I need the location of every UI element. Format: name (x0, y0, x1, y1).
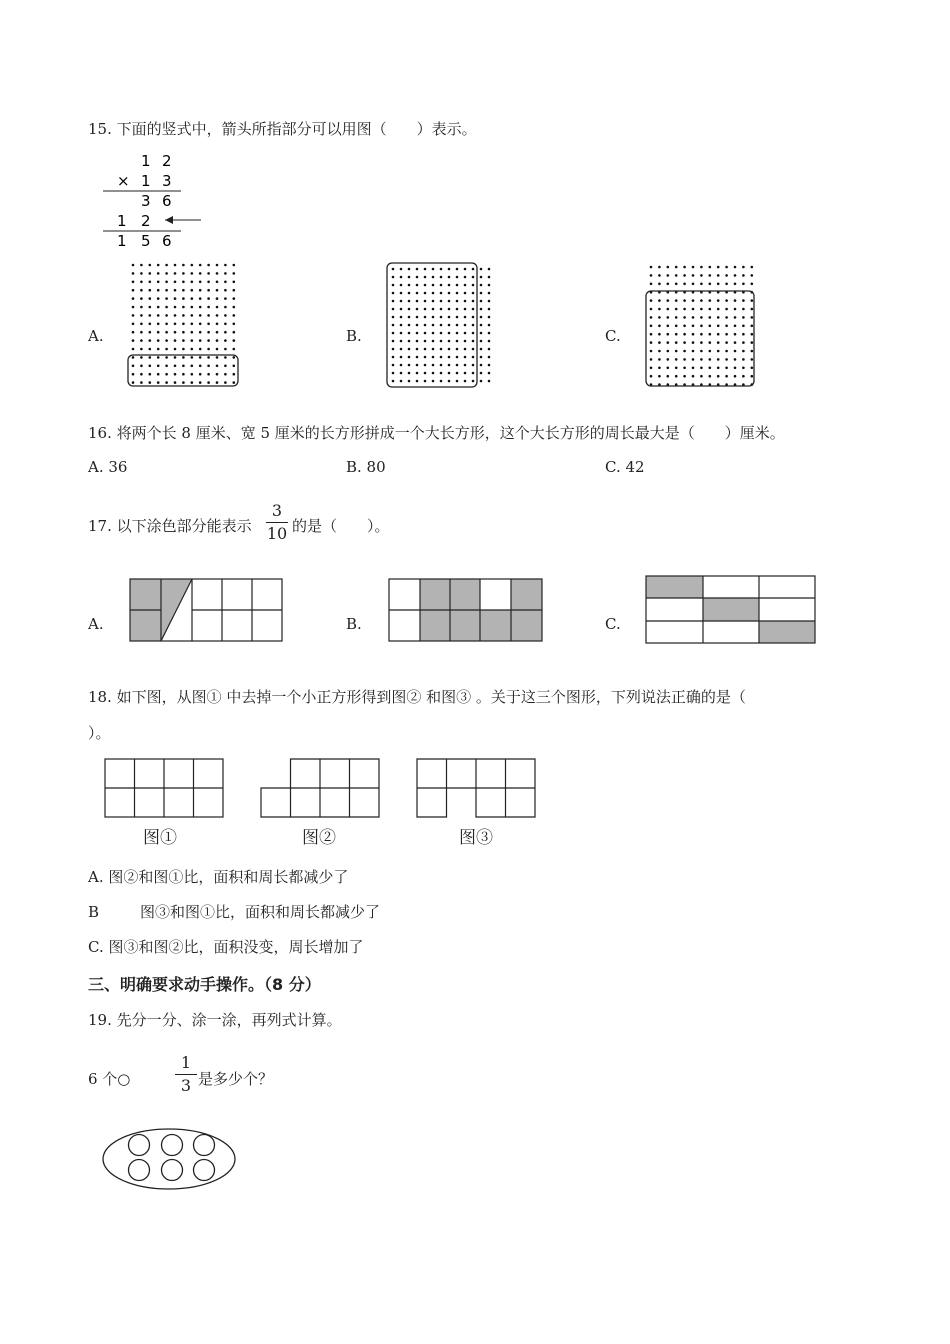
dot-group-outline (646, 291, 754, 386)
q15-vertical-multiplication (95, 150, 215, 250)
section-3-heading: 三、明确要求动手操作。（8 分） (88, 975, 321, 994)
dots (650, 266, 753, 386)
fraction-bar (175, 1074, 197, 1075)
q18-figure-2-label: 图② (302, 828, 336, 848)
q17-option-a-grid[interactable] (130, 579, 284, 643)
dot-group-outline (128, 355, 238, 386)
q19-prefix: 6 个○ (88, 1070, 131, 1088)
q18-figure-1 (104, 758, 226, 820)
q17-option-a-label[interactable]: A. (88, 615, 104, 633)
q15-option-c-dot-array[interactable] (643, 260, 763, 390)
mult-partial2-digit1: 1 (117, 212, 127, 230)
q16-option-b[interactable]: B. 80 (346, 458, 386, 476)
q16-stem: 16. 将两个长 8 厘米、宽 5 厘米的长方形拼成一个大长方形，这个大长方形的周长最大是（ ）厘米。 (88, 424, 785, 442)
circle-2 (162, 1135, 183, 1156)
q17-option-b-grid[interactable] (389, 579, 545, 643)
q19-circle-group[interactable] (102, 1128, 238, 1192)
q18-figure-1-label: 图① (143, 828, 177, 848)
q18-figure-3-label: 图③ (459, 828, 493, 848)
mult-row1-digit1: 1 (141, 152, 151, 170)
q16-option-c[interactable]: C. 42 (605, 458, 645, 476)
q17-fraction (266, 501, 288, 544)
q17-option-b-label[interactable]: B. (346, 615, 362, 633)
mult-partial1-digit1: 3 (141, 192, 151, 210)
q17-stem-after: 的是（ ）。 (292, 517, 390, 535)
mult-row2-digit1: 1 (141, 172, 151, 190)
q15-option-c-label[interactable]: C. (605, 327, 621, 345)
q18-stem-line1: 18. 如下图，从图① 中去掉一个小正方形得到图② 和图③ 。关于这三个图形，下列说法正确的是（ (88, 688, 746, 706)
q15-option-b-dot-array[interactable] (384, 260, 504, 390)
q15-option-a-label[interactable]: A. (88, 327, 104, 345)
q19-fraction (175, 1053, 197, 1096)
mult-result-digit1: 1 (117, 232, 127, 250)
q15-option-b-label[interactable]: B. (346, 327, 362, 345)
circle-6 (194, 1160, 215, 1181)
q17-option-c-label[interactable]: C. (605, 615, 621, 633)
circle-3 (194, 1135, 215, 1156)
q19-suffix: 是多少个？ (198, 1070, 274, 1088)
fraction-denominator: 3 (180, 1076, 192, 1095)
fraction-denominator: 10 (266, 524, 288, 543)
q18-figure-3 (416, 758, 538, 820)
q17-stem-before: 17. 以下涂色部分能表示 (88, 517, 252, 535)
q15-stem: 15. 下面的竖式中，箭头所指部分可以用图（ ）表示。 (88, 120, 477, 138)
mult-row2-digit2: 3 (162, 172, 172, 190)
circle-1 (129, 1135, 150, 1156)
dots (392, 268, 491, 383)
mult-row1-digit2: 2 (162, 152, 172, 170)
mult-operator: × (117, 172, 130, 190)
q18-stem-line2: ）。 (88, 724, 111, 742)
fraction-numerator: 1 (180, 1053, 192, 1072)
q18-figure-2 (260, 758, 382, 820)
q19-stem: 19. 先分一分、涂一涂，再列式计算。 (88, 1011, 342, 1029)
q18-option-a[interactable]: A. 图②和图①比，面积和周长都减少了 (88, 868, 349, 886)
fraction-bar (266, 522, 288, 523)
q18-option-c[interactable]: C. 图③和图②比，面积没变，周长增加了 (88, 938, 364, 956)
mult-result-digit2: 5 (141, 232, 151, 250)
mult-result-digit3: 6 (162, 232, 172, 250)
circle-4 (129, 1160, 150, 1181)
q15-option-a-dot-array[interactable] (125, 260, 245, 390)
q18-option-b-letter[interactable]: B (88, 903, 100, 921)
shaded-cells (646, 576, 815, 643)
q17-option-c-grid[interactable] (646, 576, 818, 646)
dots (132, 264, 235, 384)
fraction-numerator: 3 (271, 501, 283, 520)
arrow-icon (165, 216, 173, 224)
q16-option-a[interactable]: A. 36 (88, 458, 128, 476)
mult-partial2-digit2: 2 (141, 212, 151, 230)
q18-option-b-text[interactable]: 图③和图①比，面积和周长都减少了 (140, 903, 381, 921)
circle-5 (162, 1160, 183, 1181)
mult-partial1-digit2: 6 (162, 192, 172, 210)
